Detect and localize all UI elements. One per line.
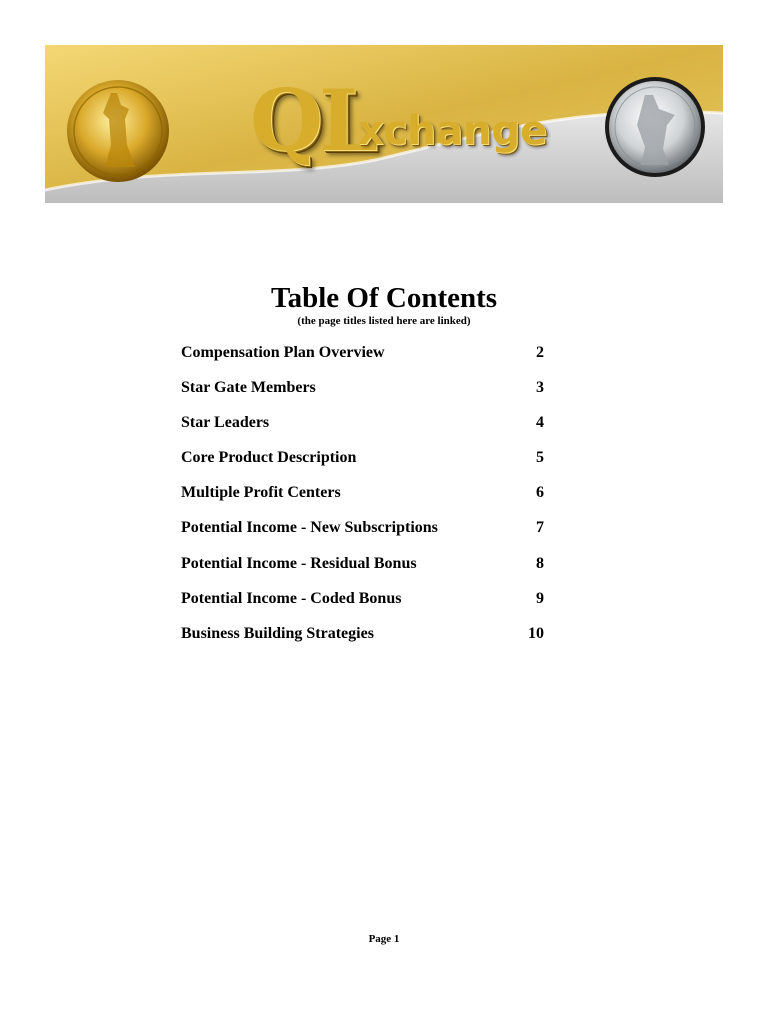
page-subtitle: (the page titles listed here are linked) bbox=[297, 315, 471, 327]
toc-item-label[interactable]: Potential Income - New Subscriptions bbox=[181, 519, 438, 537]
toc-item-page[interactable]: 6 bbox=[536, 484, 544, 502]
toc-link-multiple-profit-centers[interactable] bbox=[181, 482, 544, 517]
toc-item-label[interactable]: Potential Income - Coded Bonus bbox=[181, 589, 402, 607]
toc-link-residual-bonus[interactable] bbox=[181, 553, 544, 588]
toc-item-page[interactable]: 9 bbox=[536, 589, 544, 607]
toc-item-page[interactable]: 8 bbox=[536, 554, 544, 572]
header-banner bbox=[45, 45, 723, 203]
toc-item-label[interactable]: Star Gate Members bbox=[181, 379, 316, 397]
toc-item-label[interactable]: Core Product Description bbox=[181, 449, 357, 467]
toc-item-page[interactable]: 2 bbox=[536, 344, 544, 361]
toc-link-business-building-strategies[interactable] bbox=[181, 623, 544, 658]
toc-link-compensation-plan-overview[interactable] bbox=[181, 342, 544, 377]
page-number: Page 1 bbox=[368, 933, 400, 945]
toc-item-page[interactable]: 3 bbox=[536, 379, 544, 397]
qlxchange-logo bbox=[250, 71, 548, 173]
toc-link-core-product-description[interactable] bbox=[181, 447, 544, 482]
toc-item-label[interactable]: Compensation Plan Overview bbox=[181, 344, 385, 361]
toc-item-page[interactable]: 7 bbox=[536, 519, 544, 537]
toc-link-star-gate-members[interactable] bbox=[181, 377, 544, 412]
logo-text-xchange: xchange bbox=[358, 108, 548, 154]
toc-link-coded-bonus[interactable] bbox=[181, 588, 544, 623]
page-title: Table Of Contents bbox=[270, 282, 498, 314]
toc-item-page[interactable]: 5 bbox=[536, 449, 544, 467]
toc-link-new-subscriptions[interactable] bbox=[181, 517, 544, 552]
toc-item-label[interactable]: Multiple Profit Centers bbox=[181, 484, 341, 502]
toc-item-label[interactable]: Potential Income - Residual Bonus bbox=[181, 554, 417, 572]
logo-text-ql: QL bbox=[250, 71, 375, 170]
toc-item-page[interactable]: 4 bbox=[536, 414, 544, 432]
toc-item-label[interactable]: Star Leaders bbox=[181, 414, 270, 432]
toc-link-star-leaders[interactable] bbox=[181, 412, 544, 447]
toc-list bbox=[181, 342, 544, 658]
toc-item-label[interactable]: Business Building Strategies bbox=[181, 624, 374, 642]
toc-item-page[interactable]: 10 bbox=[528, 624, 544, 642]
